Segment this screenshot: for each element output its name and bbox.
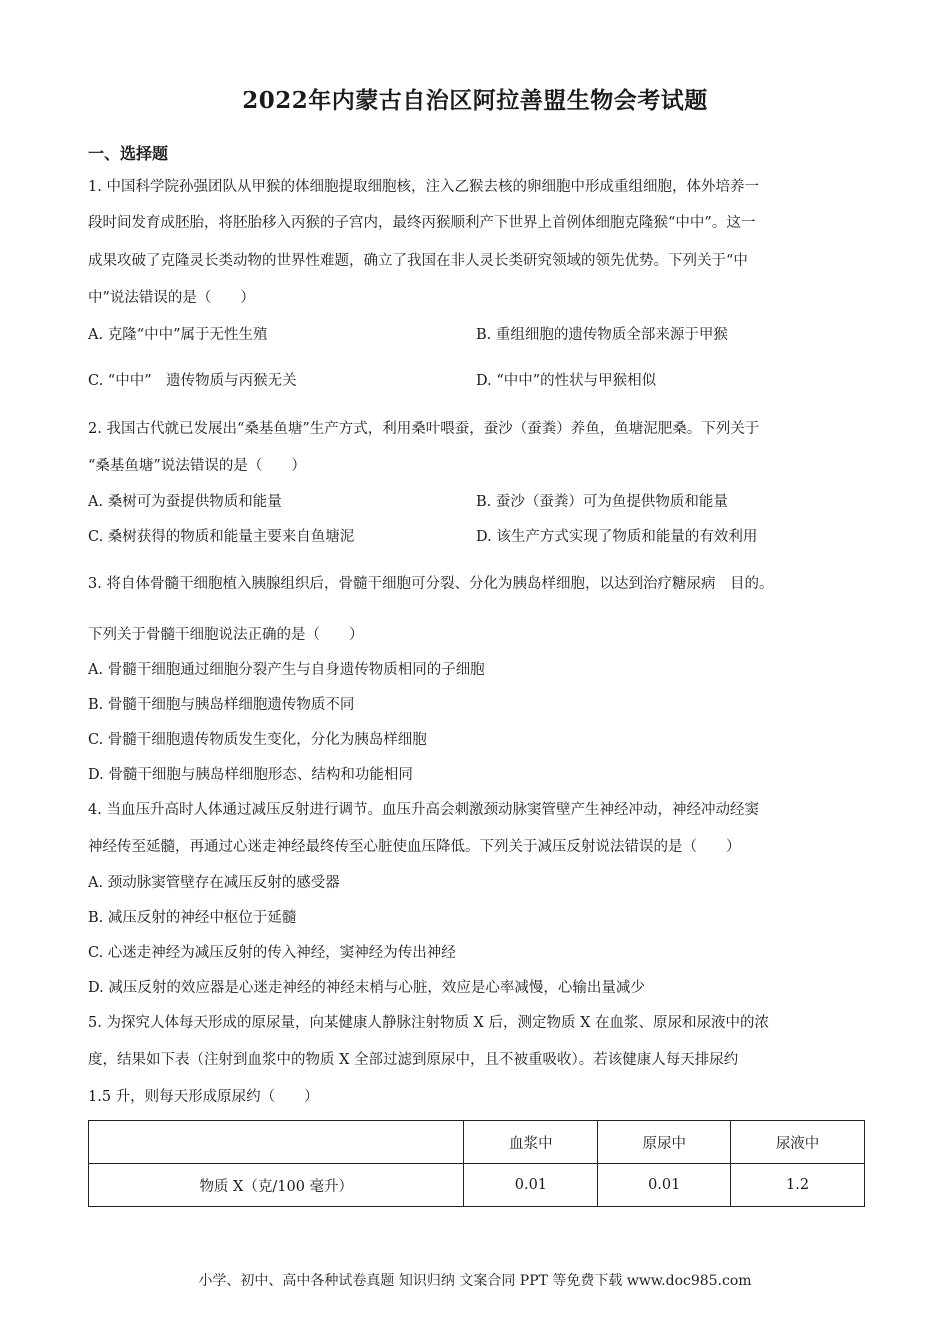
q1-option-d: D. “中中”的性状与甲猴相似 (476, 373, 657, 389)
table-row (89, 1164, 865, 1207)
table-header-cell: 尿液中 (731, 1121, 865, 1164)
q1-option-c: C. “中中” 遗传物质与丙猴无关 (88, 373, 297, 389)
q2-option-a: A. 桑树可为蚕提供物质和能量 (88, 494, 282, 510)
table-header-cell: 原尿中 (598, 1121, 731, 1164)
q4-line-2: 神经传至延髓，再通过心迷走神经最终传至心脏使血压降低。下列关于减压反射说法错误的是（ ） (88, 839, 741, 855)
table-header-cell (89, 1121, 464, 1164)
table-header-row (89, 1121, 865, 1164)
q2-option-b: B. 蚕沙（蚕粪）可为鱼提供物质和能量 (476, 494, 728, 510)
q4-option-c: C. 心迷走神经为减压反射的传入神经，窦神经为传出神经 (88, 945, 456, 961)
q4-option-b: B. 减压反射的神经中枢位于延髓 (88, 910, 297, 926)
table-cell: 1.2 (731, 1164, 865, 1207)
q4-option-a: A. 颈动脉窦管壁存在减压反射的感受器 (88, 875, 340, 891)
q1-line-1: 1. 中国科学院孙强团队从甲猴的体细胞提取细胞核，注入乙猴去核的卵细胞中形成重组细胞，体外培养一 (88, 179, 759, 195)
q1-option-b: B. 重组细胞的遗传物质全部来源于甲猴 (476, 327, 728, 343)
q3-option-b: B. 骨髓干细胞与胰岛样细胞遗传物质不同 (88, 697, 355, 713)
q1-option-a: A. 克隆“中中”属于无性生殖 (88, 327, 268, 343)
q4-option-d: D. 减压反射的效应器是心迷走神经的神经末梢与心脏，效应是心率减慢，心输出量减少 (88, 980, 645, 996)
q3-line-1: 3. 将自体骨髓干细胞植入胰腺组织后，骨髓干细胞可分裂、分化为胰岛样细胞，以达到治疗糖尿病 目的。 (88, 576, 774, 592)
section-heading: 一、选择题 (88, 144, 169, 163)
q3-option-a: A. 骨髓干细胞通过细胞分裂产生与自身遗传物质相同的子细胞 (88, 662, 485, 678)
q1-line-2: 段时间发育成胚胎，将胚胎移入丙猴的子宫内，最终丙猴顺利产下世界上首例体细胞克隆猴“中中”。这一 (88, 215, 756, 231)
q2-option-c: C. 桑树获得的物质和能量主要来自鱼塘泥 (88, 529, 355, 545)
q3-option-c: C. 骨髓干细胞遗传物质发生变化，分化为胰岛样细胞 (88, 732, 427, 748)
q2-line-1: 2. 我国古代就已发展出“桑基鱼塘”生产方式，利用桑叶喂蚕，蚕沙（蚕粪）养鱼，鱼塘泥肥桑。下列关于 (88, 421, 760, 437)
q4-line-1: 4. 当血压升高时人体通过减压反射进行调节。血压升高会刺激颈动脉窦管壁产生神经冲动，神经冲动经窦 (88, 802, 759, 818)
q5-line-3: 1.5 升，则每天形成原尿约（ ） (88, 1089, 319, 1105)
page-footer: 小学、初中、高中各种试卷真题 知识归纳 文案合同 PPT 等免费下载 www.doc985.com (198, 1273, 752, 1289)
q1-line-4: 中”说法错误的是（ ） (88, 290, 255, 306)
table-row-label: 物质 X（克/100 毫升） (89, 1164, 464, 1207)
page-title: 2022年内蒙古自治区阿拉善盟生物会考试题 (242, 87, 708, 114)
table-cell: 0.01 (464, 1164, 598, 1207)
q1-line-3: 成果攻破了克隆灵长类动物的世界性难题，确立了我国在非人灵长类研究领域的领先优势。下列关于“中 (88, 253, 748, 269)
q3-line-2: 下列关于骨髓干细胞说法正确的是（ ） (88, 627, 364, 643)
q2-line-2: “桑基鱼塘”说法错误的是（ ） (88, 458, 306, 474)
substance-x-table (88, 1120, 865, 1207)
table-cell: 0.01 (598, 1164, 731, 1207)
q2-option-d: D. 该生产方式实现了物质和能量的有效利用 (476, 529, 758, 545)
q5-line-1: 5. 为探究人体每天形成的原尿量，向某健康人静脉注射物质 X 后，测定物质 X 在血浆、原尿和尿液中的浓 (88, 1015, 770, 1031)
q5-line-2: 度，结果如下表（注射到血浆中的物质 X 全部过滤到原尿中，且不被重吸收）。若该健康人每天排尿约 (88, 1052, 739, 1068)
q3-option-d: D. 骨髓干细胞与胰岛样细胞形态、结构和功能相同 (88, 767, 413, 783)
table-header-cell: 血浆中 (464, 1121, 598, 1164)
